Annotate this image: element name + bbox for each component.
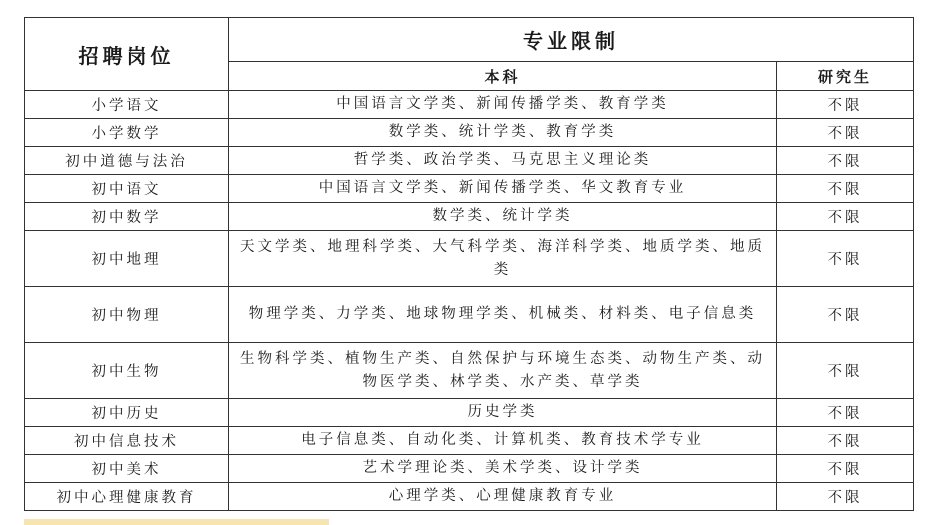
undergraduate-cell: 数学类、统计学类、教育学类 xyxy=(229,119,777,147)
undergraduate-cell: 物理学类、力学类、地球物理学类、机械类、材料类、电子信息类 xyxy=(229,287,777,343)
graduate-cell: 不限 xyxy=(777,147,914,175)
graduate-cell: 不限 xyxy=(777,483,914,511)
graduate-cell: 不限 xyxy=(777,119,914,147)
table-row xyxy=(25,455,914,483)
footer-highlight-bar xyxy=(24,519,329,525)
graduate-cell: 不限 xyxy=(777,427,914,455)
graduate-cell: 不限 xyxy=(777,455,914,483)
graduate-cell: 不限 xyxy=(777,203,914,231)
undergraduate-cell: 中国语言文学类、新闻传播学类、教育学类 xyxy=(229,91,777,119)
position-cell: 初中心理健康教育 xyxy=(25,483,229,511)
position-cell: 初中生物 xyxy=(25,343,229,399)
table-row xyxy=(25,399,914,427)
position-cell: 初中历史 xyxy=(25,399,229,427)
undergraduate-cell: 中国语言文学类、新闻传播学类、华文教育专业 xyxy=(229,175,777,203)
graduate-cell: 不限 xyxy=(777,175,914,203)
graduate-header: 研究生 xyxy=(777,62,914,91)
undergraduate-cell: 心理学类、心理健康教育专业 xyxy=(229,483,777,511)
position-cell: 初中道德与法治 xyxy=(25,147,229,175)
position-header: 招聘岗位 xyxy=(25,18,229,91)
position-cell: 初中信息技术 xyxy=(25,427,229,455)
position-cell: 初中地理 xyxy=(25,231,229,287)
graduate-cell: 不限 xyxy=(777,287,914,343)
table-row xyxy=(25,119,914,147)
table-row xyxy=(25,231,914,287)
table-row xyxy=(25,287,914,343)
undergraduate-cell: 生物科学类、植物生产类、自然保护与环境生态类、动物生产类、动物医学类、林学类、水产类、草学类 xyxy=(229,343,777,399)
position-cell: 小学数学 xyxy=(25,119,229,147)
undergraduate-cell: 哲学类、政治学类、马克思主义理论类 xyxy=(229,147,777,175)
undergraduate-cell: 数学类、统计学类 xyxy=(229,203,777,231)
major-limit-header: 专业限制 xyxy=(229,18,914,62)
table-row xyxy=(25,91,914,119)
position-cell: 初中语文 xyxy=(25,175,229,203)
position-cell: 初中美术 xyxy=(25,455,229,483)
graduate-cell: 不限 xyxy=(777,231,914,287)
table-row xyxy=(25,427,914,455)
table-row xyxy=(25,147,914,175)
header-row-1 xyxy=(25,18,914,62)
table-row xyxy=(25,175,914,203)
graduate-cell: 不限 xyxy=(777,343,914,399)
undergraduate-header: 本科 xyxy=(229,62,777,91)
recruitment-table xyxy=(24,17,914,511)
graduate-cell: 不限 xyxy=(777,91,914,119)
table-row xyxy=(25,343,914,399)
undergraduate-cell: 天文学类、地理科学类、大气科学类、海洋科学类、地质学类、地质类 xyxy=(229,231,777,287)
table-row xyxy=(25,483,914,511)
table-row xyxy=(25,203,914,231)
undergraduate-cell: 艺术学理论类、美术学类、设计学类 xyxy=(229,455,777,483)
undergraduate-cell: 电子信息类、自动化类、计算机类、教育技术学专业 xyxy=(229,427,777,455)
position-cell: 初中数学 xyxy=(25,203,229,231)
graduate-cell: 不限 xyxy=(777,399,914,427)
position-cell: 小学语文 xyxy=(25,91,229,119)
undergraduate-cell: 历史学类 xyxy=(229,399,777,427)
position-cell: 初中物理 xyxy=(25,287,229,343)
